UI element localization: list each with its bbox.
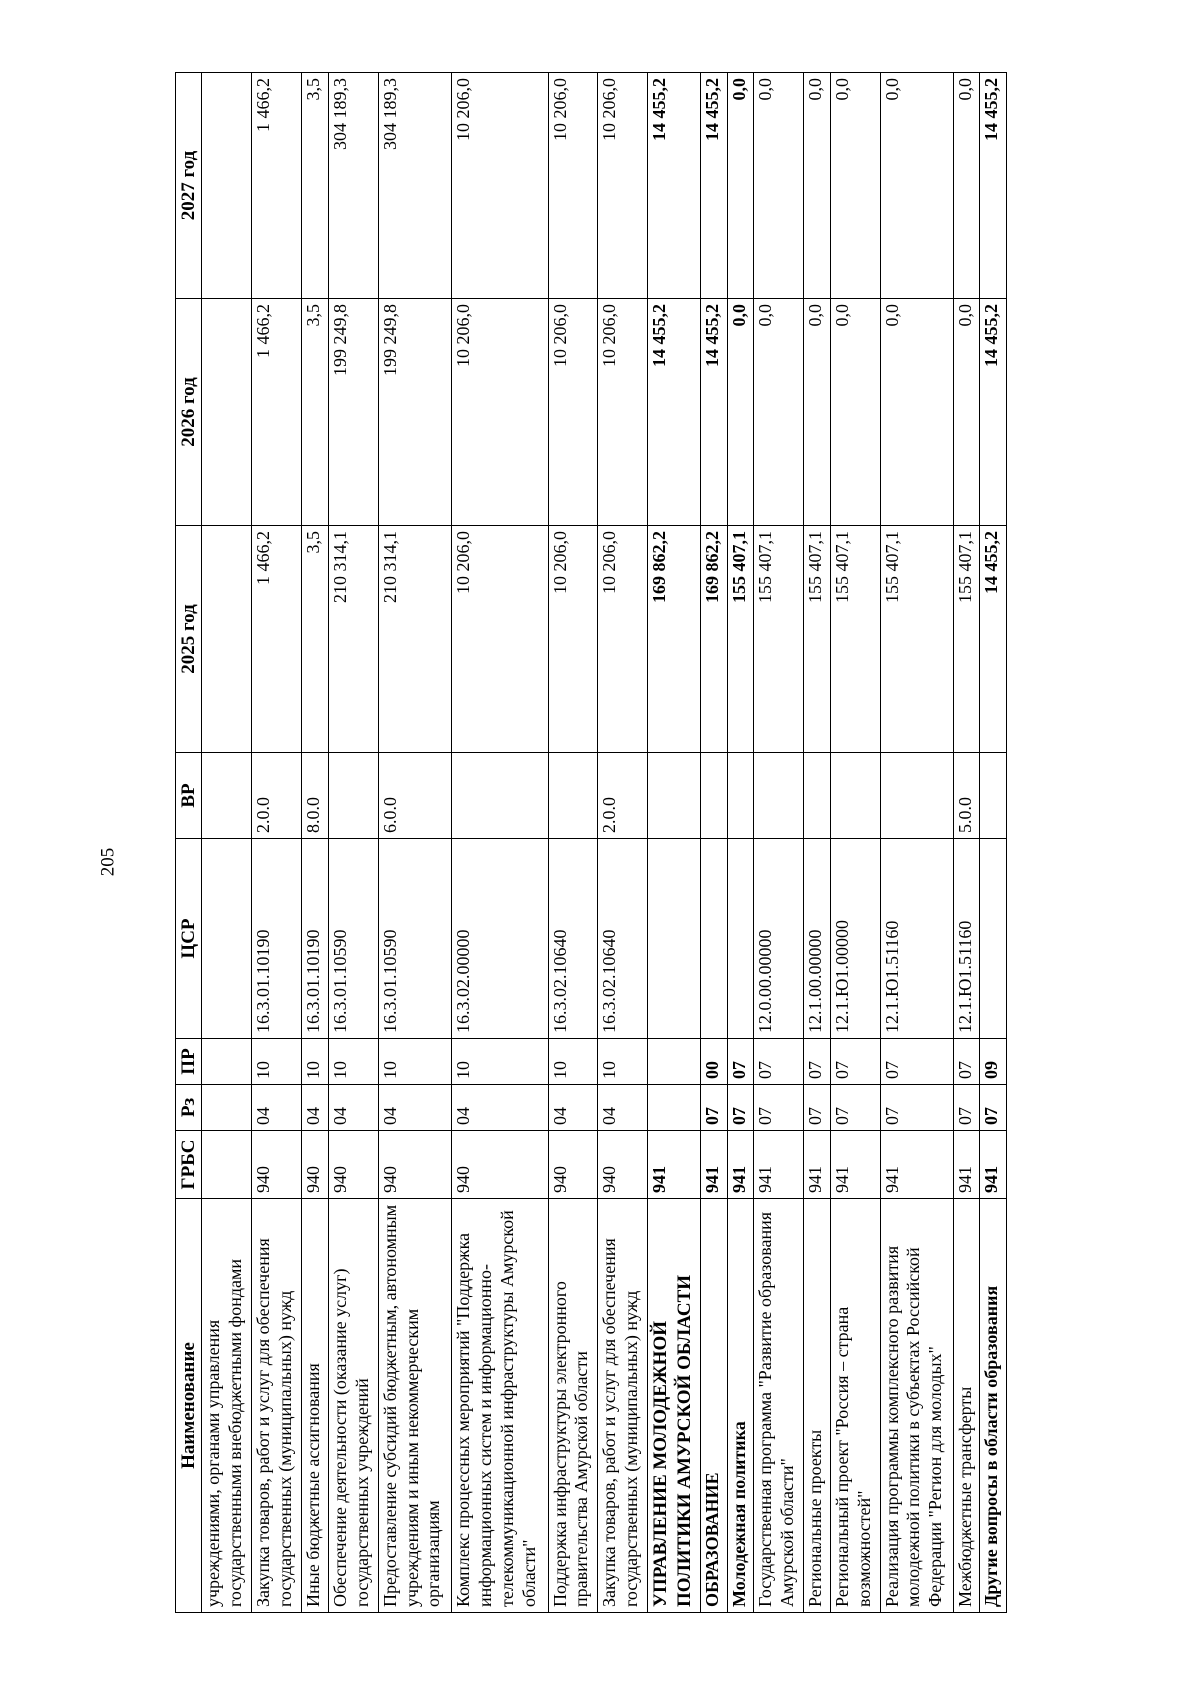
cell-csr: 16.3.01.10590 xyxy=(328,839,378,1039)
cell-csr: 12.0.00.00000 xyxy=(754,839,804,1039)
cell-grbs: 941 xyxy=(700,1131,727,1199)
cell-year-2026: 0,0 xyxy=(880,299,953,526)
cell-pr: 07 xyxy=(830,1039,880,1085)
cell-csr: 16.3.02.10640 xyxy=(548,839,598,1039)
header-2027: 2027 год xyxy=(176,73,202,299)
cell-year-2027: 14 455,2 xyxy=(700,73,727,299)
cell-year-2026: 0,0 xyxy=(727,299,754,526)
cell-rz: 04 xyxy=(252,1085,302,1131)
cell-csr xyxy=(980,839,1007,1039)
cell-grbs: 940 xyxy=(328,1131,378,1199)
cell-year-2027: 304 189,3 xyxy=(378,73,451,299)
header-csr: ЦСР xyxy=(176,839,202,1039)
cell-year-2025: 210 314,1 xyxy=(378,526,451,753)
cell-year-2025: 3,5 xyxy=(302,526,329,753)
cell-year-2027: 0,0 xyxy=(880,73,953,299)
cell-year-2026: 0,0 xyxy=(754,299,804,526)
cell-rz: 07 xyxy=(980,1085,1007,1131)
cell-rz: 04 xyxy=(451,1085,548,1131)
cell-year-2027: 0,0 xyxy=(830,73,880,299)
cell-grbs: 941 xyxy=(727,1131,754,1199)
cell-grbs: 940 xyxy=(378,1131,451,1199)
cell-rz: 07 xyxy=(953,1085,980,1131)
cell-pr: 10 xyxy=(252,1039,302,1085)
cell-year-2026: 199 249,8 xyxy=(378,299,451,526)
cell-rz: 04 xyxy=(328,1085,378,1131)
table-row xyxy=(548,73,598,1613)
cell-rz: 04 xyxy=(598,1085,648,1131)
cell-year-2026: 10 206,0 xyxy=(451,299,548,526)
cell-year-2026 xyxy=(202,299,252,526)
cell-vr xyxy=(700,753,727,839)
cell-year-2026: 14 455,2 xyxy=(980,299,1007,526)
cell-year-2025: 210 314,1 xyxy=(328,526,378,753)
cell-year-2026: 1 466,2 xyxy=(252,299,302,526)
cell-pr: 00 xyxy=(700,1039,727,1085)
cell-vr: 2.0.0 xyxy=(598,753,648,839)
cell-csr xyxy=(700,839,727,1039)
cell-rz xyxy=(202,1085,252,1131)
cell-grbs: 941 xyxy=(953,1131,980,1199)
cell-year-2026: 199 249,8 xyxy=(328,299,378,526)
cell-year-2027 xyxy=(202,73,252,299)
cell-year-2026: 0,0 xyxy=(953,299,980,526)
table-row xyxy=(598,73,648,1613)
cell-pr: 07 xyxy=(727,1039,754,1085)
cell-csr: 12.1.Ю1.51160 xyxy=(953,839,980,1039)
cell-year-2025: 155 407,1 xyxy=(953,526,980,753)
cell-year-2025: 10 206,0 xyxy=(451,526,548,753)
cell-year-2027: 304 189,3 xyxy=(328,73,378,299)
table-row xyxy=(754,73,804,1613)
header-rz: Рз xyxy=(176,1085,202,1131)
budget-table xyxy=(175,72,1007,1613)
header-vr: ВР xyxy=(176,753,202,839)
cell-pr: 10 xyxy=(302,1039,329,1085)
cell-year-2025: 1 466,2 xyxy=(252,526,302,753)
cell-year-2027: 0,0 xyxy=(953,73,980,299)
cell-year-2025 xyxy=(202,526,252,753)
cell-vr xyxy=(830,753,880,839)
cell-name: Иные бюджетные ассигнования xyxy=(302,1199,329,1613)
table-body xyxy=(202,73,1007,1613)
cell-year-2025: 155 407,1 xyxy=(880,526,953,753)
cell-rz xyxy=(648,1085,701,1131)
cell-year-2025: 169 862,2 xyxy=(648,526,701,753)
cell-year-2027: 1 466,2 xyxy=(252,73,302,299)
cell-grbs: 941 xyxy=(754,1131,804,1199)
table-row xyxy=(648,73,701,1613)
cell-csr: 16.3.01.10190 xyxy=(302,839,329,1039)
cell-name: Предоставление субсидий бюджетным, автономным учреждениям и иным некоммерческим организациям xyxy=(378,1199,451,1613)
cell-name: Комплекс процессных мероприятий "Поддержка информационных систем и информационно-телекоммуникационной инфраструктуры Амурской области" xyxy=(451,1199,548,1613)
page-number: 205 xyxy=(97,847,118,877)
cell-year-2025: 14 455,2 xyxy=(980,526,1007,753)
cell-pr: 07 xyxy=(804,1039,831,1085)
cell-name: Межбюджетные трансферты xyxy=(953,1199,980,1613)
cell-name: Региональные проекты xyxy=(804,1199,831,1613)
cell-year-2026: 14 455,2 xyxy=(700,299,727,526)
cell-year-2026: 14 455,2 xyxy=(648,299,701,526)
cell-year-2027: 0,0 xyxy=(804,73,831,299)
cell-rz: 04 xyxy=(302,1085,329,1131)
cell-vr: 5.0.0 xyxy=(953,753,980,839)
cell-year-2025: 155 407,1 xyxy=(830,526,880,753)
cell-csr xyxy=(202,839,252,1039)
cell-pr: 07 xyxy=(754,1039,804,1085)
cell-csr xyxy=(727,839,754,1039)
cell-csr: 12.1.Ю1.51160 xyxy=(880,839,953,1039)
cell-csr: 12.1.00.00000 xyxy=(804,839,831,1039)
cell-year-2027: 10 206,0 xyxy=(548,73,598,299)
cell-name: Молодежная политика xyxy=(727,1199,754,1613)
cell-grbs: 941 xyxy=(804,1131,831,1199)
cell-name: Другие вопросы в области образования xyxy=(980,1199,1007,1613)
cell-pr xyxy=(202,1039,252,1085)
cell-year-2025: 155 407,1 xyxy=(727,526,754,753)
cell-vr: 6.0.0 xyxy=(378,753,451,839)
cell-vr xyxy=(328,753,378,839)
cell-vr xyxy=(980,753,1007,839)
cell-name: Закупка товаров, работ и услуг для обеспечения государственных (муниципальных) нужд xyxy=(598,1199,648,1613)
cell-year-2027: 14 455,2 xyxy=(648,73,701,299)
table-row xyxy=(953,73,980,1613)
cell-name: Поддержка инфраструктуры электронного правительства Амурской области xyxy=(548,1199,598,1613)
cell-pr: 10 xyxy=(548,1039,598,1085)
cell-year-2027: 0,0 xyxy=(727,73,754,299)
cell-csr: 16.3.01.10590 xyxy=(378,839,451,1039)
cell-name: Региональный проект "Россия – страна возможностей" xyxy=(830,1199,880,1613)
header-grbs: ГРБС xyxy=(176,1131,202,1199)
table-row xyxy=(252,73,302,1613)
cell-pr: 07 xyxy=(953,1039,980,1085)
cell-csr: 12.1.Ю1.00000 xyxy=(830,839,880,1039)
cell-rz: 07 xyxy=(804,1085,831,1131)
cell-grbs: 940 xyxy=(451,1131,548,1199)
table-row xyxy=(804,73,831,1613)
cell-rz: 07 xyxy=(727,1085,754,1131)
cell-name: ОБРАЗОВАНИЕ xyxy=(700,1199,727,1613)
cell-rz: 07 xyxy=(830,1085,880,1131)
table-row xyxy=(451,73,548,1613)
cell-pr: 09 xyxy=(980,1039,1007,1085)
cell-vr: 2.0.0 xyxy=(252,753,302,839)
table-row xyxy=(980,73,1007,1613)
table-row xyxy=(378,73,451,1613)
cell-name: Обеспечение деятельности (оказание услуг) государственных учреждений xyxy=(328,1199,378,1613)
cell-csr: 16.3.01.10190 xyxy=(252,839,302,1039)
cell-year-2025: 155 407,1 xyxy=(804,526,831,753)
cell-vr xyxy=(451,753,548,839)
cell-grbs xyxy=(202,1131,252,1199)
table-header-row xyxy=(176,73,202,1613)
cell-name: УПРАВЛЕНИЕ МОЛОДЕЖНОЙ ПОЛИТИКИ АМУРСКОЙ ОБЛАСТИ xyxy=(648,1199,701,1613)
cell-vr xyxy=(202,753,252,839)
table-row xyxy=(830,73,880,1613)
header-2025: 2025 год xyxy=(176,526,202,753)
cell-name: Закупка товаров, работ и услуг для обеспечения государственных (муниципальных) нужд xyxy=(252,1199,302,1613)
cell-vr xyxy=(880,753,953,839)
cell-csr xyxy=(648,839,701,1039)
cell-vr xyxy=(548,753,598,839)
cell-year-2025: 10 206,0 xyxy=(548,526,598,753)
cell-rz: 04 xyxy=(548,1085,598,1131)
cell-name: учреждениями, органами управления государственными внебюджетными фондами xyxy=(202,1199,252,1613)
cell-grbs: 941 xyxy=(880,1131,953,1199)
cell-grbs: 941 xyxy=(980,1131,1007,1199)
cell-grbs: 941 xyxy=(830,1131,880,1199)
cell-rz: 07 xyxy=(754,1085,804,1131)
cell-grbs: 940 xyxy=(598,1131,648,1199)
cell-year-2026: 0,0 xyxy=(830,299,880,526)
cell-pr: 10 xyxy=(378,1039,451,1085)
cell-rz: 07 xyxy=(880,1085,953,1131)
cell-year-2026: 0,0 xyxy=(804,299,831,526)
header-name: Наименование xyxy=(176,1199,202,1613)
cell-year-2025: 155 407,1 xyxy=(754,526,804,753)
cell-year-2027: 0,0 xyxy=(754,73,804,299)
cell-year-2026: 10 206,0 xyxy=(598,299,648,526)
table-row xyxy=(727,73,754,1613)
table-row xyxy=(700,73,727,1613)
cell-csr: 16.3.02.00000 xyxy=(451,839,548,1039)
cell-grbs: 940 xyxy=(302,1131,329,1199)
cell-grbs: 940 xyxy=(252,1131,302,1199)
cell-year-2027: 10 206,0 xyxy=(598,73,648,299)
cell-pr: 07 xyxy=(880,1039,953,1085)
cell-vr xyxy=(804,753,831,839)
cell-grbs: 941 xyxy=(648,1131,701,1199)
cell-year-2027: 14 455,2 xyxy=(980,73,1007,299)
cell-pr: 10 xyxy=(598,1039,648,1085)
header-pr: ПР xyxy=(176,1039,202,1085)
cell-grbs: 940 xyxy=(548,1131,598,1199)
cell-vr: 8.0.0 xyxy=(302,753,329,839)
cell-pr: 10 xyxy=(328,1039,378,1085)
table-row xyxy=(880,73,953,1613)
cell-vr xyxy=(727,753,754,839)
cell-rz: 04 xyxy=(378,1085,451,1131)
cell-rz: 07 xyxy=(700,1085,727,1131)
cell-year-2026: 10 206,0 xyxy=(548,299,598,526)
table-row xyxy=(202,73,252,1613)
table-row xyxy=(328,73,378,1613)
cell-name: Государственная программа "Развитие образования Амурской области" xyxy=(754,1199,804,1613)
cell-pr: 10 xyxy=(451,1039,548,1085)
cell-year-2025: 10 206,0 xyxy=(598,526,648,753)
table-row xyxy=(302,73,329,1613)
cell-pr xyxy=(648,1039,701,1085)
header-2026: 2026 год xyxy=(176,299,202,526)
cell-year-2027: 10 206,0 xyxy=(451,73,548,299)
cell-year-2026: 3,5 xyxy=(302,299,329,526)
cell-name: Реализация программы комплексного развития молодежной политики в субъектах Российской Федерации "Регион для молодых" xyxy=(880,1199,953,1613)
budget-table-container xyxy=(175,73,1007,1613)
cell-vr xyxy=(754,753,804,839)
cell-year-2025: 169 862,2 xyxy=(700,526,727,753)
cell-csr: 16.3.02.10640 xyxy=(598,839,648,1039)
cell-year-2027: 3,5 xyxy=(302,73,329,299)
cell-vr xyxy=(648,753,701,839)
